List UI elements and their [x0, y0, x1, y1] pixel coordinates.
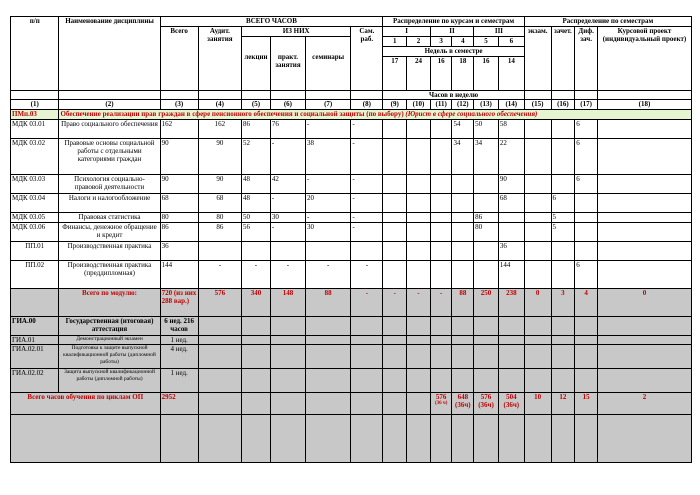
row-h5: 80	[474, 223, 499, 242]
module-total-h6: 238	[498, 289, 524, 317]
curriculum-table	[10, 16, 692, 463]
module-total-h5: 250	[474, 289, 499, 317]
module-total-h3: -	[430, 289, 452, 317]
module-code: ПМп.03	[11, 110, 59, 120]
row-total: 90	[160, 139, 198, 175]
row-diff: 6	[575, 261, 598, 289]
col-number: (4)	[198, 100, 241, 110]
row-prac: 30	[270, 213, 305, 223]
grand-total-h4-sub: (36ч)	[455, 401, 471, 409]
diff-credit-header: Диф. зач.	[575, 27, 598, 91]
row-self: -	[351, 139, 383, 175]
row-prac: 42	[270, 175, 305, 194]
row-sem: -	[305, 120, 350, 139]
row-sem: 38	[305, 139, 350, 175]
module-total-prac: 148	[270, 289, 305, 317]
module-total-h1: -	[383, 289, 407, 317]
col-number: (6)	[270, 100, 305, 110]
col-number: (1)	[11, 100, 59, 110]
gia-name: Государственная (итоговая) аттестация	[59, 317, 160, 336]
row-aud: 90	[198, 139, 241, 175]
row-code: МДК 03.05	[11, 213, 59, 223]
grand-total-diff: 15	[575, 393, 598, 415]
grand-total-h6-sub: (36ч)	[503, 401, 520, 409]
credit-header: зачет.	[551, 27, 575, 91]
row-name: Производственная практика (преддипломная)	[59, 261, 160, 289]
gia-code: ГИА.00	[11, 317, 59, 336]
table-row	[11, 242, 692, 261]
col-number: (14)	[498, 100, 524, 110]
grand-total-h5-sub: (36ч)	[478, 401, 494, 409]
row-prac: -	[270, 223, 305, 242]
row-code: ПП.02	[11, 261, 59, 289]
module-total-credit: 3	[551, 289, 575, 317]
row-h4: 54	[452, 120, 474, 139]
weeks-label: Недель в семестре	[383, 47, 524, 57]
col-num-header: п/п	[11, 17, 59, 91]
row-aud: -	[198, 261, 241, 289]
col-number: (11)	[430, 100, 452, 110]
gia-item-code: ГИА.02.01	[11, 345, 59, 369]
weeks-1: 17	[383, 57, 407, 91]
row-h6: 22	[498, 139, 524, 175]
table-row	[11, 194, 692, 213]
row-aud: 80	[198, 213, 241, 223]
row-diff: 6	[575, 120, 598, 139]
col-number: (12)	[452, 100, 474, 110]
table-row	[11, 175, 692, 194]
module-total-label: Всего по модулю:	[59, 289, 160, 317]
total-header: Всего	[160, 27, 198, 91]
row-self: -	[351, 194, 383, 213]
curriculum-table-wrapper	[10, 16, 692, 463]
course-1-header: I	[383, 27, 430, 37]
row-diff: 6	[575, 175, 598, 194]
grand-total-label: Всего часов обучения по циклам ОП	[11, 393, 161, 415]
row-lec: -	[242, 261, 271, 289]
hours-label-row	[11, 91, 692, 100]
module-total-diff: 4	[575, 289, 598, 317]
row-name: Правовые основы социальной работы с отдельными категориями граждан	[59, 139, 160, 175]
gia-item-row	[11, 369, 692, 393]
col-number: (18)	[597, 100, 691, 110]
module-total-h2: -	[407, 289, 431, 317]
row-total: 68	[160, 194, 198, 213]
module-row	[11, 110, 692, 120]
gia-item-total: 4 нед.	[160, 345, 198, 369]
row-code: МДК 03.04	[11, 194, 59, 213]
col-number: (17)	[575, 100, 598, 110]
col-number: (5)	[242, 100, 271, 110]
module-total-exam: 0	[524, 289, 551, 317]
row-self: -	[351, 175, 383, 194]
module-title-cell	[59, 110, 692, 120]
row-h6: 90	[498, 175, 524, 194]
seminars-header: семинары	[305, 37, 350, 91]
distribution-semesters-header: Распределение по семестрам	[524, 17, 691, 27]
self-work-header: Сам. раб.	[351, 27, 383, 91]
semester-6: 6	[498, 37, 524, 47]
row-code: МДК 03.02	[11, 139, 59, 175]
gia-item-code: ГИА.01	[11, 336, 59, 345]
semester-1: 1	[383, 37, 407, 47]
row-credit: 5	[551, 223, 575, 242]
lectures-header: лекции	[242, 37, 271, 91]
col-number: (13)	[474, 100, 499, 110]
row-total: 36	[160, 242, 198, 261]
gia-item-total: 1 нед.	[160, 336, 198, 345]
module-total-sem: 88	[305, 289, 350, 317]
row-self: -	[351, 223, 383, 242]
row-diff: 6	[575, 139, 598, 175]
col-number: (10)	[407, 100, 431, 110]
row-h6: 68	[498, 194, 524, 213]
row-credit: 6	[551, 194, 575, 213]
row-sem: -	[305, 261, 350, 289]
course-project-header: Курсовой проект (индивидуальный проект)	[597, 27, 691, 91]
module-total-lec: 340	[242, 289, 271, 317]
gia-item-row	[11, 336, 692, 345]
weeks-4: 18	[452, 57, 474, 91]
gia-item-name: Защита выпускной квалификационной работы (дипломной работы)	[59, 369, 160, 393]
gia-item-total: 1 нед.	[160, 369, 198, 393]
gia-item-name: Демонстрационный экзамен	[59, 336, 160, 345]
row-lec: 48	[242, 175, 271, 194]
row-self: -	[351, 261, 383, 289]
row-prac: -	[270, 194, 305, 213]
col-number: (9)	[383, 100, 407, 110]
row-total: 144	[160, 261, 198, 289]
row-lec: 56	[242, 223, 271, 242]
col-number: (8)	[351, 100, 383, 110]
row-h4: 34	[452, 139, 474, 175]
row-sem: -	[305, 213, 350, 223]
weeks-2: 24	[407, 57, 431, 91]
course-2-header: II	[430, 27, 473, 37]
table-row	[11, 139, 692, 175]
row-lec: 48	[242, 194, 271, 213]
col-number: (3)	[160, 100, 198, 110]
grand-total-total: 2952	[160, 393, 198, 415]
module-title: Обеспечение реализации прав граждан в сфере пенсионного обеспечения и социальной защиты (по выбору)	[60, 110, 404, 118]
grand-total-credit: 12	[551, 393, 575, 415]
header-row-1	[11, 17, 692, 27]
course-3-header: III	[474, 27, 525, 37]
practice-header: практ. занятия	[270, 37, 305, 91]
row-prac: 76	[270, 120, 305, 139]
row-h5: 86	[474, 213, 499, 223]
weeks-5: 16	[474, 57, 499, 91]
grand-total-row	[11, 393, 692, 415]
row-aud: 68	[198, 194, 241, 213]
row-h6: 58	[498, 120, 524, 139]
row-total: 80	[160, 213, 198, 223]
grand-total-h4-cell	[452, 393, 474, 415]
grand-total-h4: 648	[457, 393, 469, 401]
col-name-header: Наименование дисциплины	[59, 17, 160, 91]
module-total-proj: 0	[597, 289, 691, 317]
row-code: МДК 03.01	[11, 120, 59, 139]
auditory-header: Аудит. занятия	[198, 27, 241, 91]
gia-item-name: Подготовка к защите выпускной квалификационной работы (дипломной работы)	[59, 345, 160, 369]
table-row	[11, 223, 692, 242]
semester-5: 5	[474, 37, 499, 47]
row-lec: 52	[242, 139, 271, 175]
of-them-header: ИЗ НИХ	[242, 27, 351, 37]
exam-header: экзам.	[524, 27, 551, 91]
table-row	[11, 213, 692, 223]
module-total-self: -	[351, 289, 383, 317]
grand-total-h3-sub: (36 ч)	[434, 401, 448, 406]
row-prac: -	[270, 139, 305, 175]
grand-total-proj: 2	[597, 393, 691, 415]
row-sem: 20	[305, 194, 350, 213]
gia-row	[11, 317, 692, 336]
row-h6: 36	[498, 242, 524, 261]
row-code: ПП.01	[11, 242, 59, 261]
row-total: 162	[160, 120, 198, 139]
table-row	[11, 120, 692, 139]
row-code: МДК 03.03	[11, 175, 59, 194]
row-aud: 162	[198, 120, 241, 139]
grand-total-h6-cell	[498, 393, 524, 415]
module-total-h4: 88	[452, 289, 474, 317]
row-self: -	[351, 120, 383, 139]
row-name: Налоги и налогообложение	[59, 194, 160, 213]
row-sem: -	[305, 175, 350, 194]
row-total: 90	[160, 175, 198, 194]
col-number: (2)	[59, 100, 160, 110]
weeks-3: 16	[430, 57, 452, 91]
row-total: 86	[160, 223, 198, 242]
col-number: (7)	[305, 100, 350, 110]
row-h5: 50	[474, 120, 499, 139]
semester-3: 3	[430, 37, 452, 47]
module-qualification: (Юрист в сфере социального обеспечения)	[405, 110, 538, 118]
row-aud: 90	[198, 175, 241, 194]
gia-item-row	[11, 345, 692, 369]
row-name: Право социального обеспечения	[59, 120, 160, 139]
module-total-aud: 576	[198, 289, 241, 317]
row-lec: 86	[242, 120, 271, 139]
row-self: -	[351, 213, 383, 223]
grand-total-exam: 10	[524, 393, 551, 415]
table-row	[11, 261, 692, 289]
row-h5: 34	[474, 139, 499, 175]
row-name: Правовая статистика	[59, 213, 160, 223]
row-aud: 86	[198, 223, 241, 242]
weeks-6: 14	[498, 57, 524, 91]
semester-2: 2	[407, 37, 431, 47]
col-number: (15)	[524, 100, 551, 110]
column-numbers-row	[11, 100, 692, 110]
row-code: МДК 03.06	[11, 223, 59, 242]
row-lec: 50	[242, 213, 271, 223]
row-sem: 30	[305, 223, 350, 242]
hours-label: Часов в неделю	[383, 91, 524, 100]
row-name: Финансы, денежное обращение и кредит	[59, 223, 160, 242]
gia-total: 6 нед. 216 часов	[160, 317, 198, 336]
row-name: Производственная практика	[59, 242, 160, 261]
module-total-total: 720 (из них 288 вар.)	[160, 289, 198, 317]
distribution-courses-header: Распределение по курсам и семестрам	[383, 17, 524, 27]
grand-total-h5: 576	[480, 393, 492, 401]
grand-total-h5-cell	[474, 393, 499, 415]
grand-total-h3: 576	[435, 393, 447, 401]
row-prac: -	[270, 261, 305, 289]
row-credit: 5	[551, 213, 575, 223]
grand-total-h6: 504	[506, 393, 517, 401]
gia-item-code: ГИА.02.02	[11, 369, 59, 393]
row-name: Психология социально-правовой деятельности	[59, 175, 160, 194]
semester-4: 4	[452, 37, 474, 47]
row-h6: 144	[498, 261, 524, 289]
module-total-row	[11, 289, 692, 317]
empty-footer-row	[11, 415, 692, 463]
total-hours-header: ВСЕГО ЧАСОВ	[160, 17, 383, 27]
col-number: (16)	[551, 100, 575, 110]
grand-total-h3-cell	[430, 393, 452, 415]
